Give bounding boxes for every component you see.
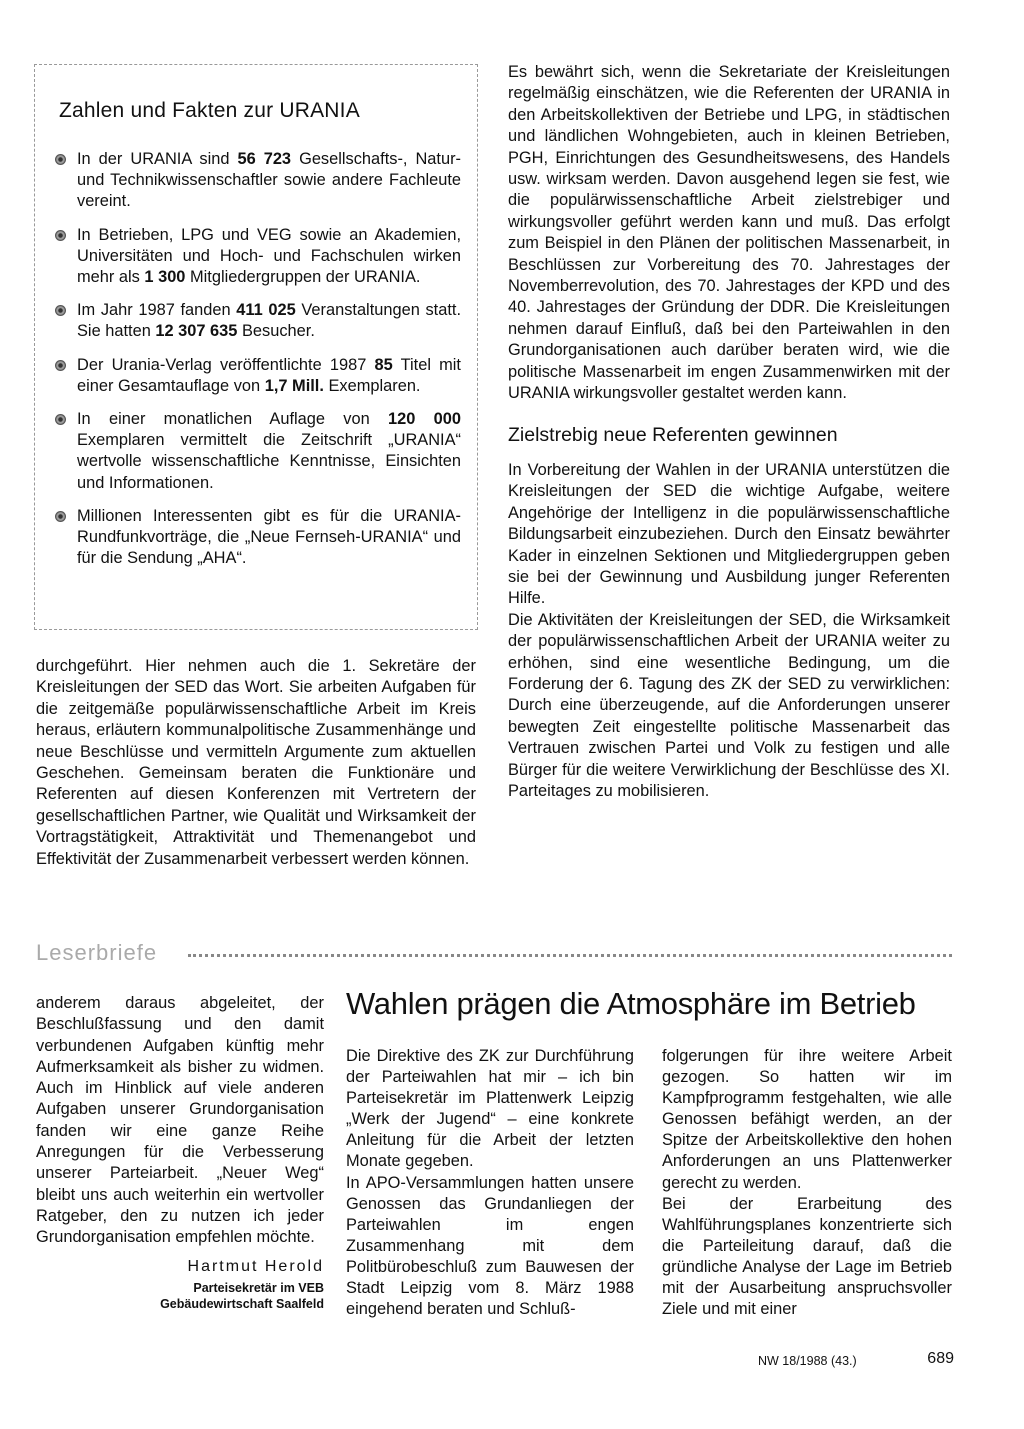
subheading: Zielstrebig neue Referenten gewinnen	[508, 423, 838, 446]
article-headline: Wahlen prägen die Atmosphäre im Betrieb	[346, 986, 916, 1021]
letter-text: anderem daraus abgeleitet, der Beschlußfassung und den damit verbundenen Aufgaben künftig mehr Aufmerksamkeit als bisher zu widmen. Auch im Hinblick auf viele anderen Aufgaben unserer Grundorganisation fanden wir eine ganze Reihe Anregungen für die Verbesserung unserer Parteiarbeit. „Neuer Weg“ bleibt uns auch weiterhin ein wertvoller Ratgeber, den zu nutzen ich jeder Grundorganisation empfehlen möchte.	[36, 994, 324, 1247]
section-divider	[188, 954, 952, 957]
fact-item: In einer monatlichen Auflage von 120 000 Exemplaren vermittelt die Zeitschrift „URANIA“ wertvolle wissenschaftliche Kenntnisse, Einsichten und Informationen.	[53, 409, 461, 494]
bullet-icon	[55, 414, 66, 425]
fact-box-title: Zahlen und Fakten zur URANIA	[59, 99, 360, 122]
section-label: Leserbriefe	[36, 940, 158, 965]
fact-box	[34, 64, 478, 630]
bullet-icon	[55, 305, 66, 316]
section-header	[36, 940, 952, 968]
fact-item: Der Urania-Verlag veröffentlichte 1987 85 Titel mit einer Gesamtauflage von 1,7 Mill. Exemplaren.	[53, 355, 461, 397]
article-column-2	[662, 1046, 952, 1320]
paragraph: Die Aktivitäten der Kreisleitungen der SED, die Wirksamkeit der populärwissenschaftlichen Arbeit der URANIA weiter zu erhöhen, sind eine wesentliche Bedingung, um die Forderung der 6. Tagung des ZK der SED zu verwirklichen: Durch eine überzeugende, auf die Anforderungen unserer bewegten Zeit eingestellte politische Massenarbeit das Vertrauen zwischen Partei und Volk zu festigen und alle Bürger für die weitere Verwirklichung der Beschlüsse des XI. Parteitages zu mobilisieren.	[508, 610, 950, 800]
bullet-icon	[55, 154, 66, 165]
paragraph: Die Direktive des ZK zur Durchführung der Parteiwahlen hat mir – ich bin Parteisekretär im Plattenwerk Leipzig „Werk der Jugend“ – eine konkrete Anleitung für die Arbeit der letzten Monate gegeben.	[346, 1047, 634, 1171]
bullet-icon	[55, 360, 66, 371]
bullet-icon	[55, 511, 66, 522]
fact-item: In der URANIA sind 56 723 Gesellschafts-, Natur- und Technikwissenschaftler sowie andere Fachleute vereint.	[53, 149, 461, 213]
paragraph: Es bewährt sich, wenn die Sekretariate der Kreisleitungen regelmäßig einschätzen, wie die Referenten der URANIA in den Arbeitskollektiven der Betriebe und LPG, in städtischen und ländlichen Wohngebieten, auch in kleinen Betrieben, PGH, Einrichtungen des Gesundheitswesens, des Handels usw. wirksam werden. Davon ausgehend legen sie fest, wie die populärwissenschaftliche Arbeit zielstrebiger und wirkungsvoller geführt werden kann und muß. Das erfolgt zum Beispiel in den Plänen der politischen Massenarbeit, in Beschlüssen zur Vorbereitung des 70. Jahrestages der Novemberrevolution, des 70. Jahrestages der KPD und des 40. Jahrestages der Gründung der DDR. Die Kreisleitungen nehmen darauf Einfluß, daß bei den Parteiwahlen in den Grundorganisationen auch darüber beraten wird, wie die politische Massenarbeit im engen Zusammenwirken mit der URANIA wirkungsvoller gestaltet werden kann.	[508, 63, 950, 403]
letter-signature	[140, 1258, 324, 1312]
paragraph: In APO-Versammlungen hatten unsere Genossen das Grundanliegen der Parteiwahlen im engen Zusammenhang mit dem Politbürobeschluß zum Bauwesen der Stadt Leipzig vom 8. März 1988 eingehend beraten und Schluß-	[346, 1173, 634, 1319]
article-column-1	[346, 1046, 634, 1320]
fact-item: Im Jahr 1987 fanden 411 025 Veranstaltungen statt. Sie hatten 12 307 635 Besucher.	[53, 300, 461, 342]
page-number: 689	[927, 1350, 954, 1367]
left-column	[36, 656, 476, 870]
right-column	[508, 62, 950, 802]
author-name: Hartmut Herold	[187, 1258, 324, 1275]
paragraph: durchgeführt. Hier nehmen auch die 1. Sekretäre der Kreisleitungen der SED das Wort. Sie arbeiten Aufgaben für die zeitgemäße populärwissenschaftliche Arbeit im Kreis heraus, erläutern kommunalpolitische Zusammenhänge und neue Beschlüsse und vermitteln Argumente zum aktuellen Geschehen. Gemeinsam beraten die Funktionäre und Referenten auf diesen Konferenzen mit Vertretern der gesellschaftlichen Partner, wie Qualität und Wirksamkeit der Vortragstätigkeit, Attraktivität und Themenangebot und Effektivität der Zusammenarbeit verbessert werden können.	[36, 657, 476, 868]
issue-label: NW 18/1988 (43.)	[758, 1354, 857, 1368]
paragraph: folgerungen für ihre weitere Arbeit gezogen. So hatten wir im Kampfprogramm festgehalten, wie alle Genossen befähigt werden, an der Spitze der Arbeitskollektive den hohen Anforderungen an uns Plattenwerker gerecht zu werden.	[662, 1047, 952, 1192]
author-role-line1: Parteisekretär im VEB	[193, 1281, 324, 1295]
fact-item: Millionen Interessenten gibt es für die URANIA-Rundfunkvorträge, die „Neue Fernseh-URANIA“ und für die Sendung „AHA“.	[53, 506, 461, 570]
author-role-line2: Gebäudewirtschaft Saalfeld	[160, 1297, 324, 1311]
paragraph: In Vorbereitung der Wahlen in der URANIA unterstützen die Kreisleitungen der SED die wichtige Aufgabe, weitere Angehörige der Intelligenz in die populärwissenschaftliche Bildungsarbeit einzubeziehen. Durch den Einsatz bewährter Kader in einzelnen Sektionen und Mitgliedergruppen geben sie bei der Gewinnung und Ausbildung junger Referenten Hilfe.	[508, 460, 950, 608]
bullet-icon	[55, 230, 66, 241]
fact-item: In Betrieben, LPG und VEG sowie an Akademien, Universitäten und Hoch- und Fachschulen wirken mehr als 1 300 Mitgliedergruppen der URANIA.	[53, 225, 461, 289]
paragraph: Bei der Erarbeitung des Wahlführungsplanes konzentrierte sich die Parteileitung darauf, daß die gründliche Analyse der Lage im Betrieb mit der Ausarbeitung anspruchsvoller Ziele und mit einer	[662, 1194, 952, 1319]
